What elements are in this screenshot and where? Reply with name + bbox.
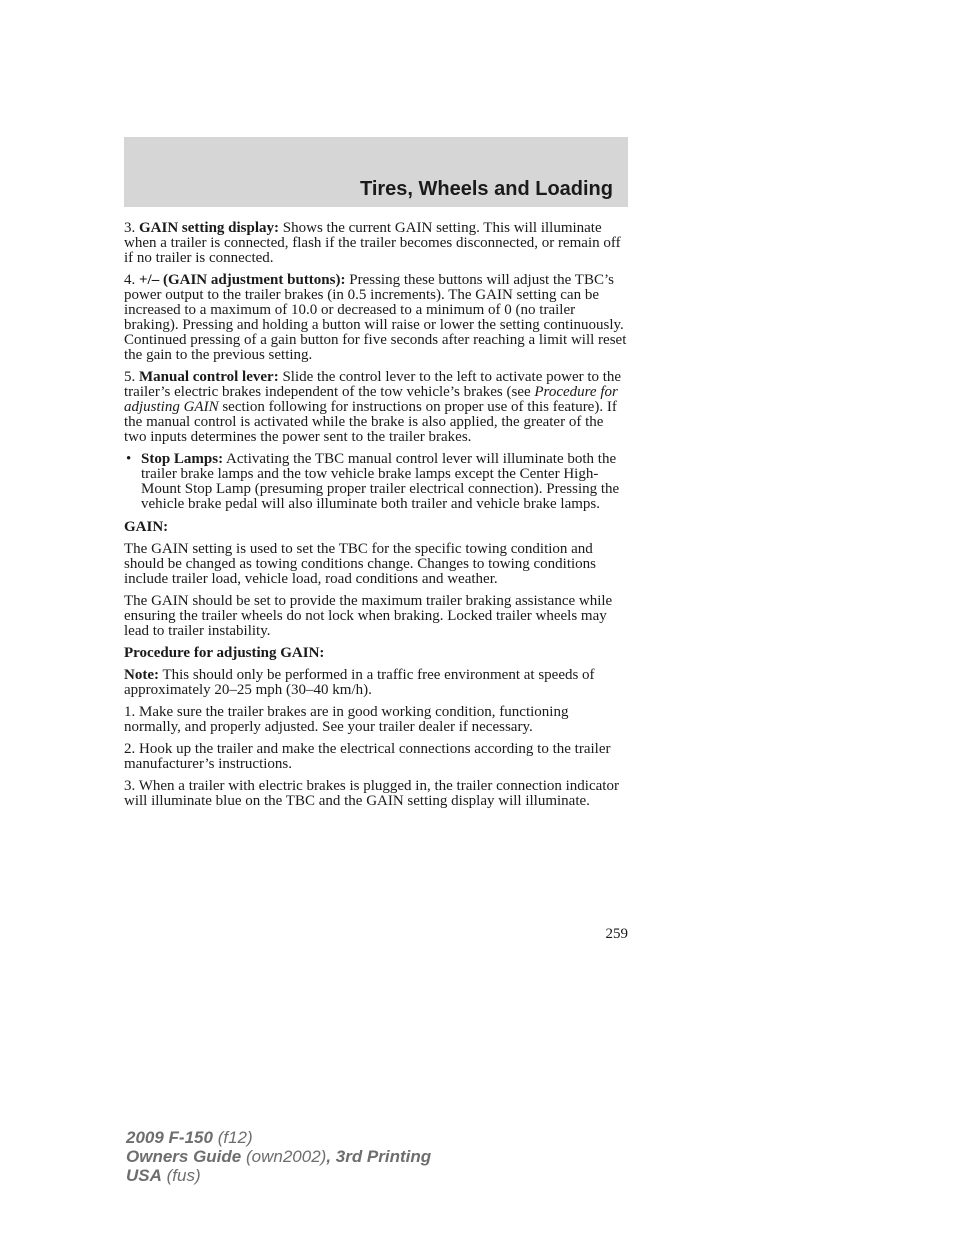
gain-heading-text: GAIN: [124, 519, 169, 535]
procedure-step-2: 2. Hook up the trailer and make the electrical connections according to the trailer manufacturer’s instructions. [124, 741, 611, 772]
footer-printing: , 3rd Printing [326, 1147, 432, 1166]
note-text: This should only be performed in a traffic free environment at speeds of approximately 20–25 mph (30–40 km/h). [124, 667, 595, 698]
item-label: +/– (GAIN adjustment buttons): [139, 272, 346, 288]
section-header-band [124, 137, 628, 207]
bullet-icon: • [126, 451, 132, 467]
item-text: Slide the control lever to the left to activate power to the trailer’s electric brakes independent of the tow vehicle’s brakes (see [124, 369, 622, 400]
page-number: 259 [605, 926, 628, 942]
item-manual-control-lever [124, 370, 628, 445]
footer-region: USA [126, 1166, 162, 1185]
section-title: Tires, Wheels and Loading [359, 178, 613, 200]
footer-line-2 [126, 1147, 431, 1166]
gain-paragraph-2: The GAIN should be set to provide the maximum trailer braking assistance while ensuring the trailer wheels do not lock when braking. Locked trailer wheels may lead to trailer instability. [124, 593, 613, 639]
document-footer [126, 1128, 431, 1185]
bullet-text: Activating the TBC manual control lever will illuminate both the trailer brake lamps and the tow vehicle brake lamps except the Center High-Mount Stop Lamp (presuming proper trailer electrical connection). Pressing the vehicle brake pedal will also illuminate both trailer and vehicle brake lamps. [141, 451, 620, 512]
item-number: 4. [124, 272, 136, 288]
procedure-note [124, 668, 628, 698]
footer-model-code: (f12) [217, 1128, 253, 1147]
item-label: GAIN setting display: [139, 220, 280, 236]
item-text: Shows the current GAIN setting. This will illuminate when a trailer is connected, flash if the trailer becomes disconnected, or remain off if no trailer is connected. [124, 220, 621, 266]
footer-line-1 [126, 1128, 431, 1147]
footer-guide-code: (own2002) [245, 1147, 327, 1166]
cross-reference: Procedure for adjusting GAIN [124, 384, 618, 415]
bullet-label: Stop Lamps: [141, 451, 224, 467]
item-text: Pressing these buttons will adjust the TBC’s power output to the trailer brakes (in 0.5 increments). The GAIN setting can be increased to a maximum of 10.0 or decreased to a minimum of 0 (no trailer braking). Pressing and holding a button will raise or lower the setting continuously. Continued pressing of a gain button for five seconds after reaching a limit will reset the gain to the previous setting. [124, 272, 627, 363]
item-number: 3. [124, 220, 136, 236]
item-text: section following for instructions on proper use of this feature). If the manual control is activated while the brake is also applied, the greater of the two inputs determines the power sent to the trailer brakes. [124, 399, 617, 445]
item-gain-setting-display [124, 221, 628, 266]
note-label: Note: [124, 667, 159, 683]
footer-region-code: (fus) [166, 1166, 201, 1185]
procedure-step-3: 3. When a trailer with electric brakes is plugged in, the trailer connection indicator will illuminate blue on the TBC and the GAIN setting display will illuminate. [124, 778, 619, 809]
footer-model: 2009 F-150 [126, 1128, 213, 1147]
page-content [124, 221, 628, 816]
gain-paragraph-1: The GAIN setting is used to set the TBC for the specific towing condition and should be changed as towing conditions change. Changes to towing conditions include trailer load, vehicle load, road conditions and weather. [124, 541, 597, 587]
gain-heading [124, 520, 628, 535]
footer-guide: Owners Guide [126, 1147, 242, 1166]
procedure-heading [124, 646, 628, 661]
item-label: Manual control lever: [139, 369, 279, 385]
bullet-stop-lamps [124, 452, 628, 512]
item-gain-adjustment-buttons [124, 273, 628, 363]
procedure-step-1: 1. Make sure the trailer brakes are in good working condition, functioning normally, and properly adjusted. See your trailer dealer if necessary. [124, 704, 569, 735]
procedure-heading-text: Procedure for adjusting GAIN: [124, 645, 325, 661]
footer-line-3 [126, 1166, 431, 1185]
item-number: 5. [124, 369, 136, 385]
